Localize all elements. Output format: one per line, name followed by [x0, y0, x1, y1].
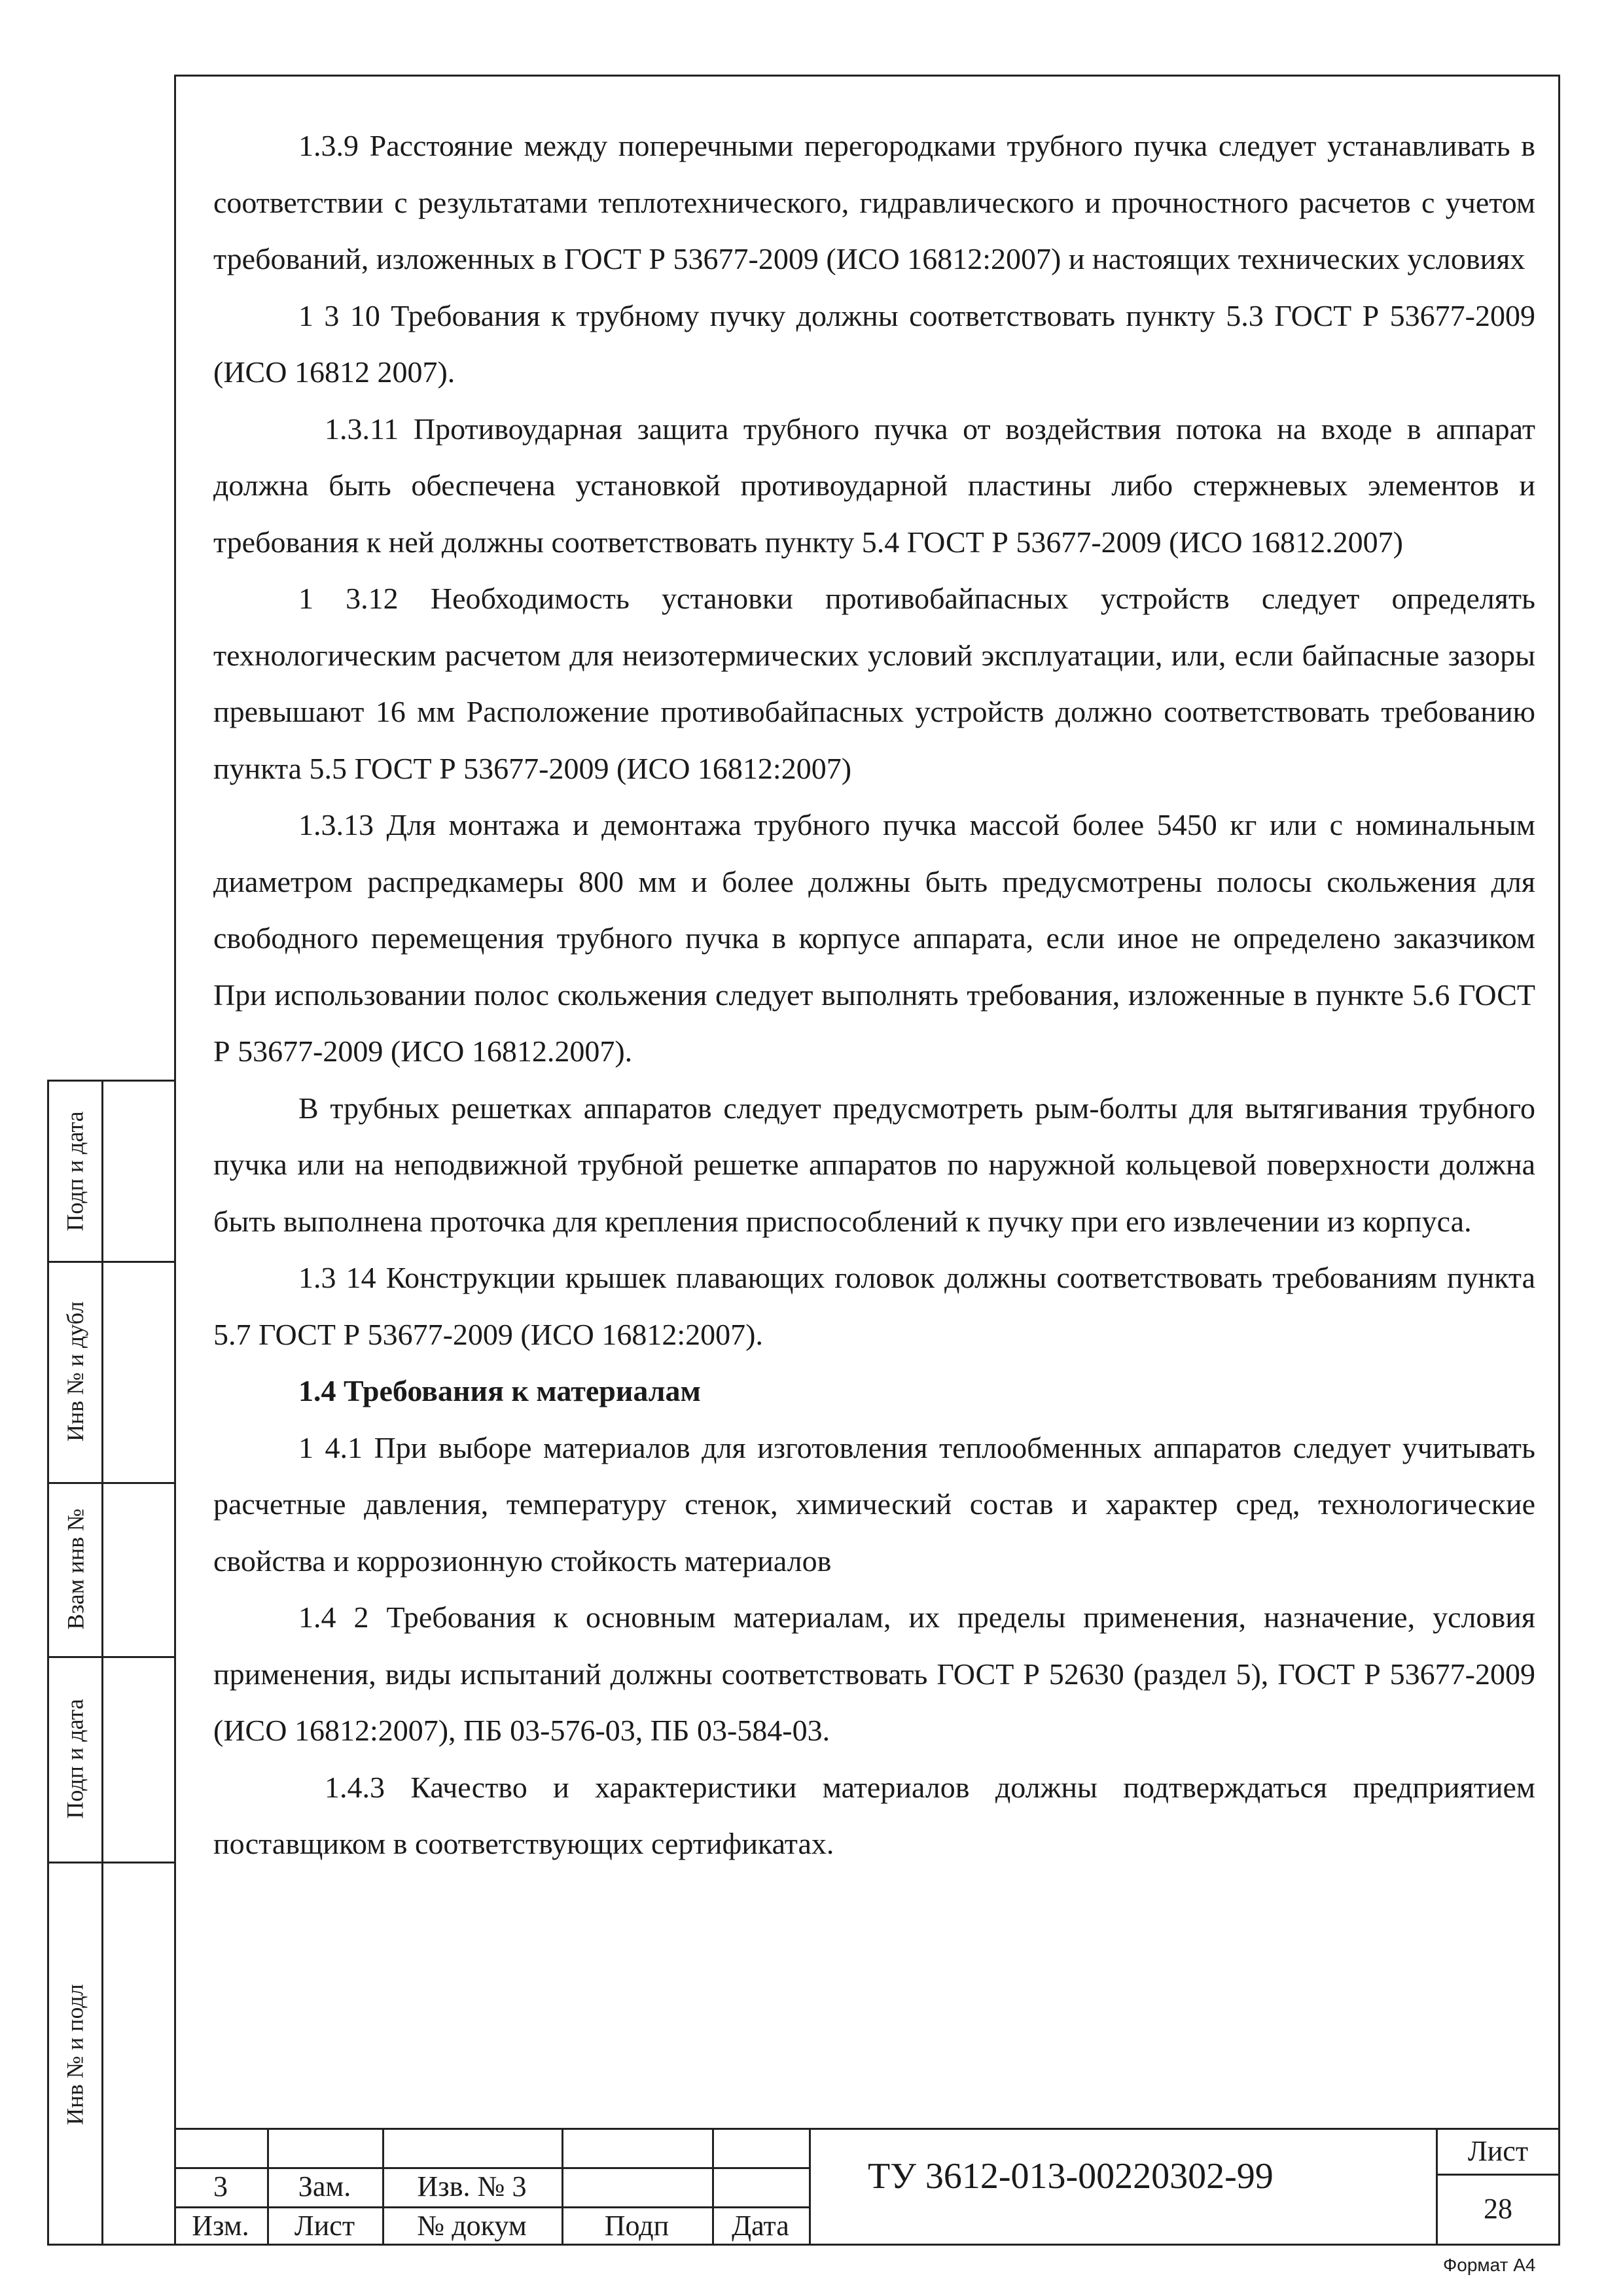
side-label-podp-data-1: Подп и дата [62, 1111, 89, 1231]
document-body [213, 118, 1535, 1873]
side-label-inv-podl: Инв № и подл [62, 1984, 89, 2125]
tb-line [809, 2128, 811, 2246]
tb-sheet-no: 28 [1484, 2193, 1512, 2225]
tb-zam: Зам. [298, 2170, 351, 2202]
side-label-inv-dubl: Инв № и дубл [62, 1301, 89, 1442]
tb-change-no: 3 [213, 2170, 228, 2202]
paragraph: 1.4 2 Требования к основным материалам, их пределы применения, назначение, условия применения, виды испытаний должны соответствовать ГОСТ Р 52630 (раздел 5), ГОСТ Р 53677-2009 (ИСО 16812:2007), ПБ 03-576-03, ПБ 03-584-03. [213, 1600, 1535, 1747]
paragraph: 1.4.3 Качество и характеристики материалов должны подтверждаться предприятием поставщиком в соответствующих сертификатах. [213, 1770, 1535, 1860]
title-block [174, 2128, 1560, 2246]
paragraph: 1 3.12 Необходимость установки противобайпасных устройств следует определять технологическим расчетом для неизотермических условий эксплуатации, или, если байпасные зазоры превышают 16 мм Расположение противобайпасных устройств должно соответствовать требованию пункта 5.5 ГОСТ Р 53677-2009 (ИСО 16812:2007) [213, 582, 1535, 785]
section-heading: 1.4 Требования к материалам [298, 1374, 701, 1407]
paragraph: 1.3.11 Противоударная защита трубного пучка от воздействия потока на входе в аппарат должна быть обеспечена установкой противоударной пластины либо стержневых элементов и требования к ней должны соответствовать пункту 5.4 ГОСТ Р 53677-2009 (ИСО 16812.2007) [213, 412, 1535, 559]
paragraph: 1 3 10 Требования к трубному пучку должны соответствовать пункту 5.3 ГОСТ Р 53677-2009 (ИСО 16812 2007). [213, 298, 1535, 389]
tb-izv: Изв. № 3 [417, 2170, 527, 2202]
paragraph: 1.3 14 Конструкции крышек плавающих головок должны соответствовать требованиям пункта 5.7 ГОСТ Р 53677-2009 (ИСО 16812:2007). [213, 1261, 1535, 1351]
tb-doc-code: ТУ 3612-013-00220302-99 [868, 2156, 1274, 2197]
paragraph: 1.3.9 Расстояние между поперечными перегородками трубного пучка следует устанавливать в соответствии с результатами теплотехнического, гидравлического и прочностного расчетов с учетом требований, изложенных в ГОСТ Р 53677-2009 (ИСО 16812:2007) и настоящих технических условиях [213, 129, 1535, 275]
tb-line [1436, 2174, 1560, 2176]
format-label: Формат А4 [1443, 2255, 1536, 2275]
tb-hdr-izm: Изм. [192, 2210, 249, 2242]
side-stamp-vline [101, 1082, 103, 2244]
paragraph: 1.3.13 Для монтажа и демонтажа трубного пучка массой более 5450 кг или с номинальным диаметром распредкамеры 800 мм и более должны быть предусмотрены полосы скольжения для свободного перемещения трубного пучка в корпусе аппарата, если иное не определено заказчиком При использовании полос скольжения следует выполнять требования, изложенные в пункте 5.6 ГОСТ Р 53677-2009 (ИСО 16812.2007). [213, 808, 1535, 1068]
paragraph: В трубных решетках аппаратов следует предусмотреть рым-болты для вытягивания трубного пучка или на неподвижной трубной решетке аппаратов по наружной кольцевой поверхности должна быть выполнена проточка для крепления приспособлений к пучку при его извлечении из корпуса. [213, 1091, 1535, 1238]
tb-hdr-list: Лист [294, 2210, 355, 2242]
tb-sheet-label: Лист [1467, 2135, 1529, 2167]
tb-hdr-podp: Подп [604, 2210, 669, 2242]
side-label-vzam-inv: Взам инв № [62, 1508, 88, 1630]
paragraph: 1 4.1 При выборе материалов для изготовления теплообменных аппаратов следует учитывать расчетные давления, температуру стенок, химический состав и характер сред, технологические свойства и коррозионную стойкость материалов [213, 1430, 1535, 1578]
tb-hdr-data: Дата [732, 2210, 789, 2242]
side-stamp [47, 1080, 174, 2246]
side-label-podp-data-2: Подп и дата [62, 1699, 89, 1819]
tb-hdr-dokum: № докум [417, 2210, 527, 2242]
